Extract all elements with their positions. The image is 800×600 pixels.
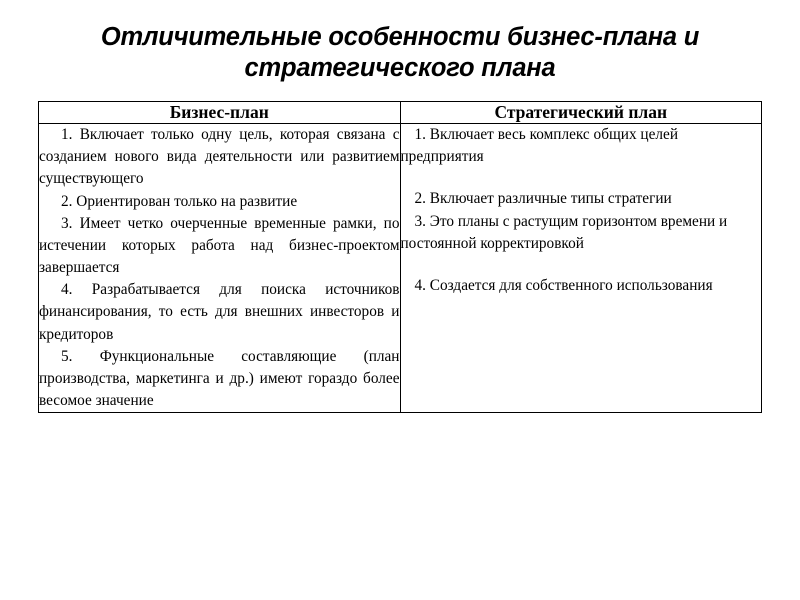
- table-row: [39, 124, 762, 413]
- comparison-table-container: [38, 101, 762, 413]
- page-title: Отличительные особенности бизнес-плана и стратегического плана: [100, 23, 700, 83]
- table-header-row: [39, 102, 762, 124]
- strategic-plan-item-2: 2. Включает различные типы стратегии: [414, 190, 672, 208]
- table-header-business-plan: Бизнес-план: [39, 102, 401, 124]
- business-plan-item-4: 4. Разрабатывается для поиска источников финансирования, то есть для внешних инвесторов и кредиторов: [39, 281, 400, 343]
- strategic-plan-item-3: 3. Это планы с растущим горизонтом времени и постоянной корректировкой: [400, 212, 728, 252]
- strategic-plan-cell: [400, 124, 762, 413]
- strategic-plan-item-4: 4. Создается для собственного использования: [414, 276, 713, 294]
- table-header-strategic-plan: Стратегический план: [400, 102, 762, 124]
- business-plan-cell: [39, 124, 401, 413]
- business-plan-item-2: 2. Ориентирован только на развитие: [61, 192, 298, 210]
- strategic-plan-item-1: 1. Включает весь комплекс общих целей предприятия: [400, 126, 679, 166]
- business-plan-item-1: 1. Включает только одну цель, которая связана с созданием нового вида деятельности или развитием существующего: [39, 126, 400, 188]
- business-plan-item-3: 3. Имеет четко очерченные временные рамки, по истечении которых работа над бизнес-проектом завершается: [39, 214, 400, 277]
- comparison-table: [38, 101, 762, 413]
- business-plan-item-5: 5. Функциональные составляющие (план производства, маркетинга и др.) имеют гораздо более весомое значение: [39, 347, 400, 410]
